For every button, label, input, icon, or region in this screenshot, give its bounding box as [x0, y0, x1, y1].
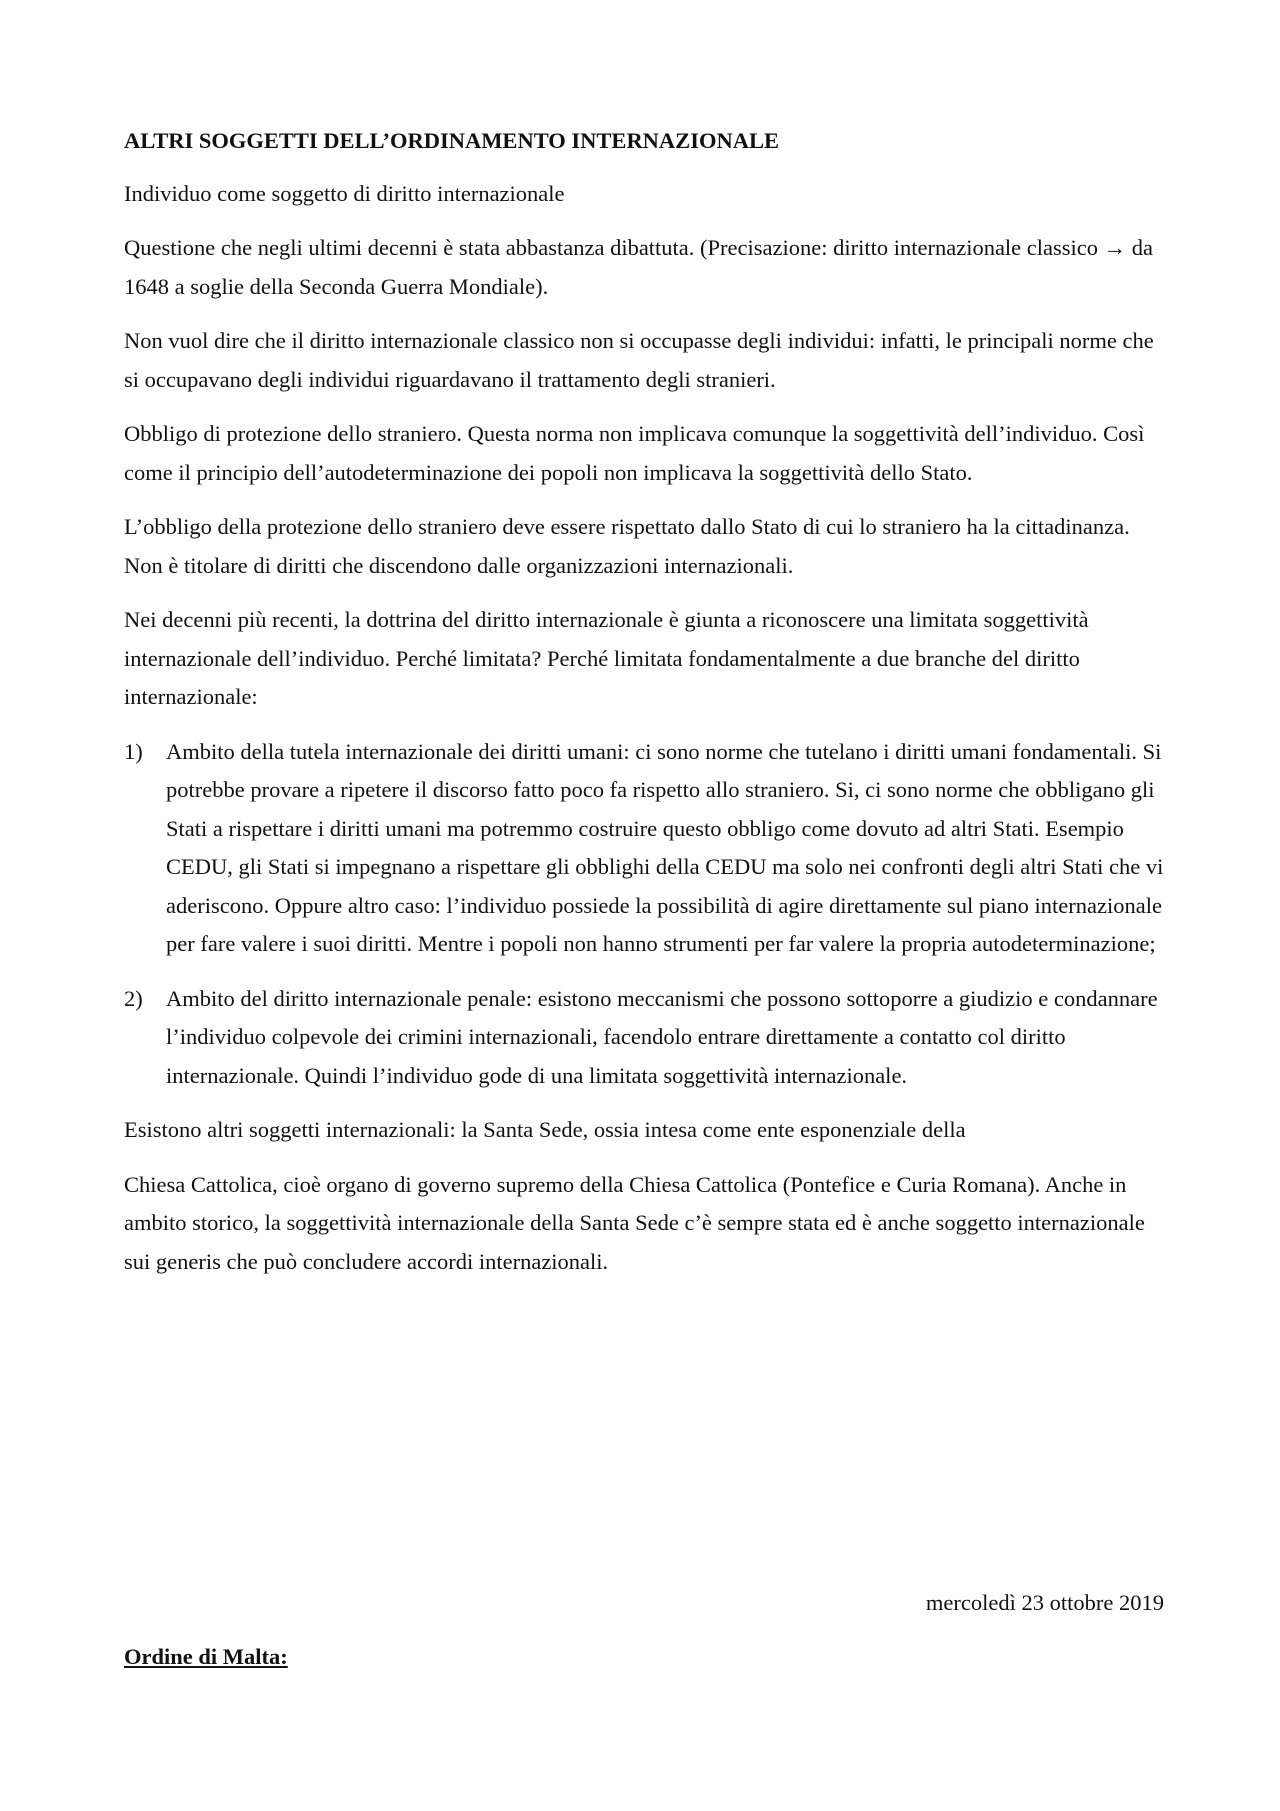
document-page — [124, 122, 1164, 1297]
list-item-text: Ambito del diritto internazionale penale: esistono meccanismi che possono sottoporre a giudizio e condannare l’individuo colpevole dei crimini internazionali, facendolo entrare direttamente a contatto col diritto internazionale. Quindi l’individuo gode di una limitata soggettività internazionale. — [166, 985, 1158, 1088]
list-item-text: Ambito della tutela internazionale dei diritti umani: ci sono norme che tutelano i diritti umani fondamentali. Si potrebbe provare a ripetere il discorso fatto poco fa rispetto allo straniero. Si, ci sono norme che obbligano gli Stati a rispettare i diritti umani ma potremmo costruire questo obbligo come dovuto ad altri Stati. Esempio CEDU, gli Stati si impegnano a rispettare gli obblighi della CEDU ma solo nei confronti degli altri Stati che vi aderiscono. Oppure altro caso: l’individuo possiede la possibilità di agire direttamente sul piano internazionale per fare valere i suoi diritti. Mentre i popoli non hanno strumenti per far valere la propria autodeterminazione; — [166, 738, 1164, 956]
list-item — [124, 980, 1164, 1096]
date-line: mercoledì 23 ottobre 2019 — [925, 1590, 1164, 1615]
document-title: ALTRI SOGGETTI DELL’ORDINAMENTO INTERNAZIONALE — [124, 128, 779, 153]
paragraph: L’obbligo della protezione dello straniero deve essere rispettato dallo Stato di cui lo straniero ha la cittadinanza. Non è titolare di diritti che discendono dalle organizzazioni internazionali. — [124, 514, 1130, 578]
list-number: 1) — [124, 738, 143, 764]
list-number: 2) — [124, 985, 143, 1011]
paragraph: Non vuol dire che il diritto internazionale classico non si occupasse degli individui: infatti, le principali norme che si occupavano degli individui riguardavano il trattamento degli stranieri. — [124, 328, 1154, 392]
paragraph: Chiesa Cattolica, cioè organo di governo supremo della Chiesa Cattolica (Pontefice e Curia Romana). Anche in ambito storico, la soggettività internazionale della Santa Sede c’è sempre stata ed è anche soggetto internazionale sui generis che può concludere accordi internazionali. — [124, 1171, 1145, 1274]
numbered-list — [124, 733, 1164, 1096]
paragraph: Obbligo di protezione dello straniero. Questa norma non implicava comunque la soggettività dell’individuo. Così come il principio dell’autodeterminazione dei popoli non implicava la soggettività dello Stato. — [124, 421, 1145, 485]
list-item — [124, 733, 1164, 964]
paragraph: Esistono altri soggetti internazionali: la Santa Sede, ossia intesa come ente esponenziale della — [124, 1117, 966, 1142]
paragraph: Nei decenni più recenti, la dottrina del diritto internazionale è giunta a riconoscere una limitata soggettività internazionale dell’individuo. Perché limitata? Perché limitata fondamentalmente a due branche del diritto internazionale: — [124, 607, 1089, 709]
paragraph: Questione che negli ultimi decenni è stata abbastanza dibattuta. (Precisazione: diritto internazionale classico → da 1648 a soglie della Seconda Guerra Mondiale). — [124, 235, 1154, 299]
subtitle-paragraph: Individuo come soggetto di diritto internazionale — [124, 180, 565, 206]
section-heading: Ordine di Malta: — [124, 1644, 288, 1669]
